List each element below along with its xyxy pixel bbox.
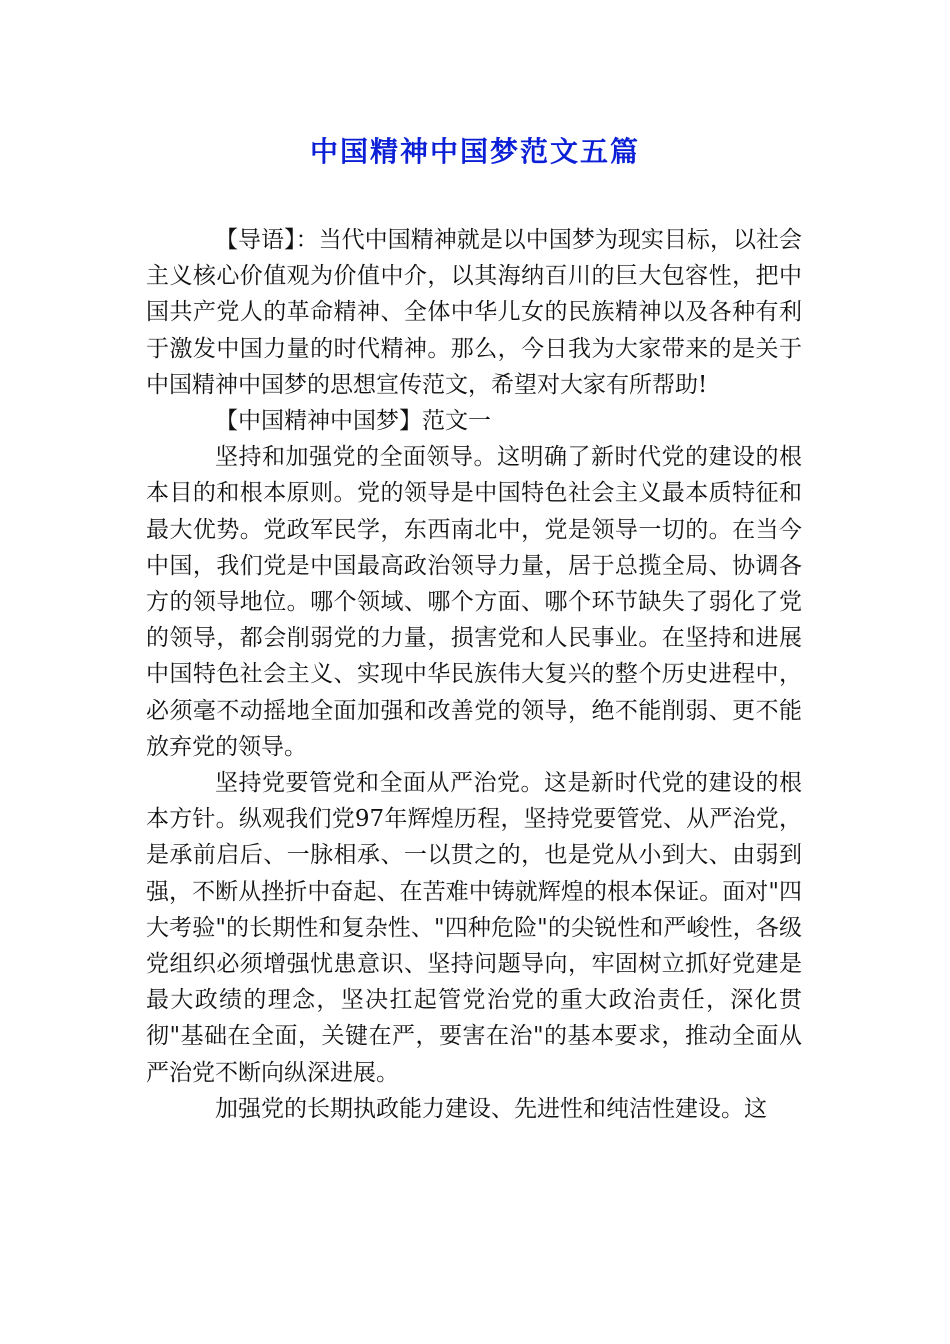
- document-title: 中国精神中国梦范文五篇: [309, 135, 640, 168]
- intro-paragraph: 【导语】：当代中国精神就是以中国梦为现实目标，以社会主义核心价值观为价值中介，以其海纳百川的巨大包容性，把中国共产党人的革命精神、全体中华儿女的民族精神以及各种有利于激发中国力量的时代精神。那么，今日我为大家带来的是关于中国精神中国梦的思想宣传范文，希望对大家有所帮助!: [146, 227, 802, 398]
- body-paragraph: 坚持党要管党和全面从严治党。这是新时代党的建设的根本方针。纵观我们党97年辉煌历程，坚持党要管党、从严治党，是承前启后、一脉相承、一以贯之的，也是党从小到大、由弱到强，不断从挫折中奋起、在苦难中铸就辉煌的根本保证。面对"四大考验"的长期性和复杂性、"四种危险"的尖锐性和严峻性，各级党组织必须增强忧患意识、坚持问题导向，牢固树立抓好党建是最大政绩的理念，坚决扛起管党治党的重大政治责任，深化贯彻"基础在全面，关键在严，要害在治"的基本要求，推动全面从严治党不断向纵深进展。: [146, 770, 802, 1086]
- section-heading: 【中国精神中国梦】范文一: [215, 408, 491, 435]
- body-paragraph: 加强党的长期执政能力建设、先进性和纯洁性建设。这: [215, 1095, 767, 1122]
- body-paragraph: 坚持和加强党的全面领导。这明确了新时代党的建设的根本目的和根本原则。党的领导是中国特色社会主义最本质特征和最大优势。党政军民学，东西南北中，党是领导一切的。在当今中国，我们党是中国最高政治领导力量，居于总揽全局、协调各方的领导地位。哪个领域、哪个方面、哪个环节缺失了弱化了党的领导，都会削弱党的力量，损害党和人民事业。在坚持和进展中国特色社会主义、实现中华民族伟大复兴的整个历史进程中，必须毫不动摇地全面加强和改善党的领导，绝不能削弱、更不能放弃党的领导。: [146, 444, 802, 760]
- document-body: [146, 222, 802, 1127]
